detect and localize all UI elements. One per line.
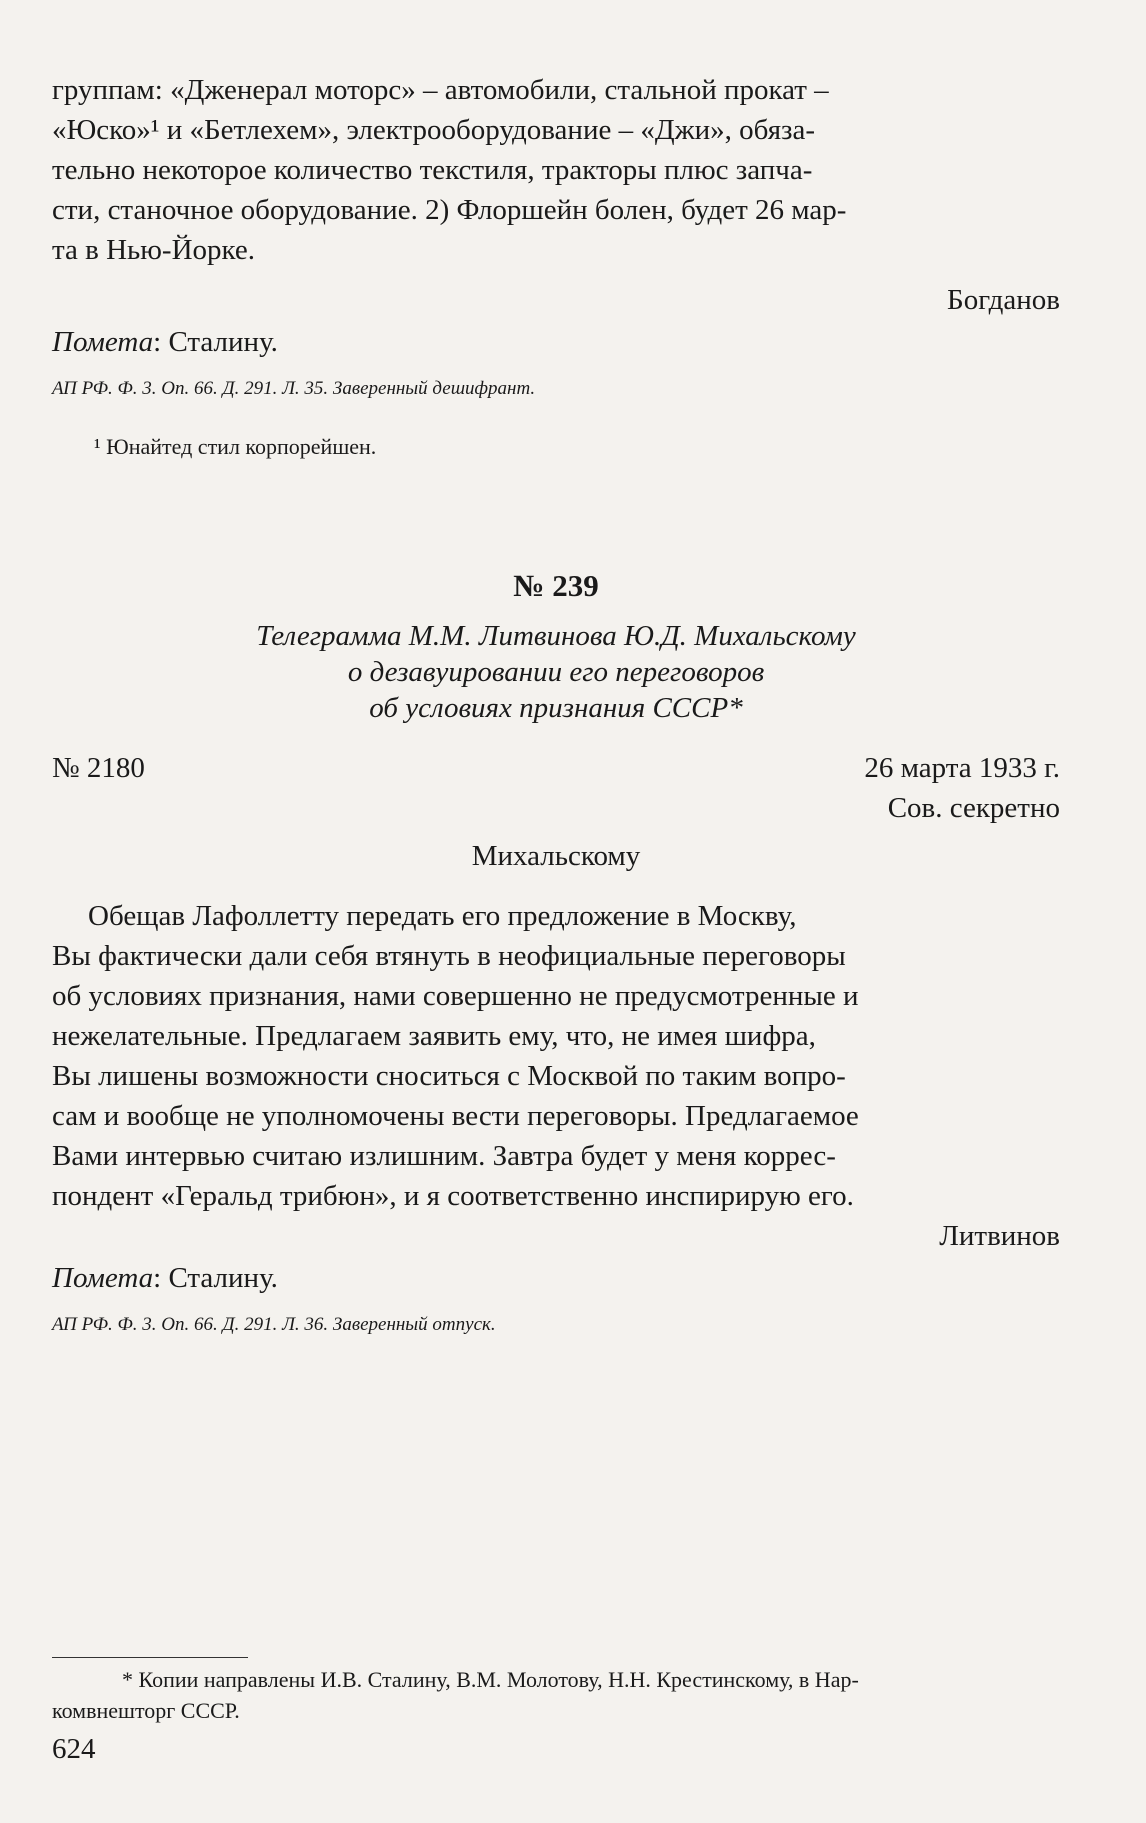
addressee: Михальскому <box>471 840 641 872</box>
pometa-note <box>52 1258 1060 1298</box>
telegram-header <box>52 748 1060 788</box>
page-content <box>52 70 1060 1338</box>
footnote-line: комвнешторг СССР. <box>52 1698 240 1723</box>
title-line: об условиях признания СССР* <box>369 692 743 724</box>
pometa-text: : Сталину. <box>153 1262 278 1294</box>
text-line: группам: «Дженерал моторс» – автомобили, стальной прокат – <box>52 74 829 106</box>
footnote-copies <box>52 1664 1060 1726</box>
text-line: Вы лишены возможности сноситься с Москвой по таким вопро- <box>52 1060 846 1092</box>
archive-source: АП РФ. Ф. 3. Оп. 66. Д. 291. Л. 35. Заверенный дешифрант. <box>52 378 536 399</box>
text-line: Вами интервью считаю излишним. Завтра будет у меня коррес- <box>52 1140 836 1172</box>
text-line: та в Нью-Йорке. <box>52 234 256 266</box>
archive-source: АП РФ. Ф. 3. Оп. 66. Д. 291. Л. 36. Заверенный отпуск. <box>52 1314 496 1335</box>
text-line: сам и вообще не уполномочены вести переговоры. Предлагаемое <box>52 1100 859 1132</box>
title-line: о дезавуировании его переговоров <box>347 656 765 688</box>
pometa-text: : Сталину. <box>153 326 278 358</box>
signature-bogdanov: Богданов <box>947 284 1060 316</box>
text-line: об условиях признания, нами совершенно не предусмотренные и <box>52 980 859 1012</box>
telegram-body <box>52 896 1060 1216</box>
text-line: тельно некоторое количество текстиля, тракторы плюс запча- <box>52 154 813 186</box>
pometa-note <box>52 322 1060 362</box>
document-number: № 239 <box>513 568 599 603</box>
text-line: сти, станочное оборудование. 2) Флоршейн болен, будет 26 мар- <box>52 194 847 226</box>
signature-litvinov: Литвинов <box>939 1220 1060 1252</box>
document-title <box>52 618 1060 726</box>
telegram-date: 26 марта 1933 г. <box>864 752 1060 784</box>
pometa-label: Помета <box>52 1262 154 1294</box>
previous-document-paragraph <box>52 70 1060 270</box>
text-line: «Юско»¹ и «Бетлехем», электрооборудование – «Джи», обяза- <box>52 114 816 146</box>
footnote-divider <box>52 1657 248 1658</box>
title-line: Телеграмма М.М. Литвинова Ю.Д. Михальскому <box>256 620 856 652</box>
text-line: пондент «Геральд трибюн», и я соответственно инспирирую его. <box>52 1180 854 1212</box>
page-number: 624 <box>52 1733 96 1765</box>
text-line: Обещав Лафоллетту передать его предложение в Москву, <box>88 900 797 932</box>
footnote-1: ¹ Юнайтед стил корпорейшен. <box>94 434 377 459</box>
text-line: Вы фактически дали себя втянуть в неофициальные переговоры <box>52 940 846 972</box>
text-line: нежелательные. Предлагаем заявить ему, что, не имея шифра, <box>52 1020 816 1052</box>
footnote-line: * Копии направлены И.В. Сталину, В.М. Молотову, Н.Н. Крестинскому, в Нар- <box>122 1667 859 1692</box>
pometa-label: Помета <box>52 326 154 358</box>
classification: Сов. секретно <box>887 792 1060 824</box>
telegram-number: № 2180 <box>52 752 145 784</box>
